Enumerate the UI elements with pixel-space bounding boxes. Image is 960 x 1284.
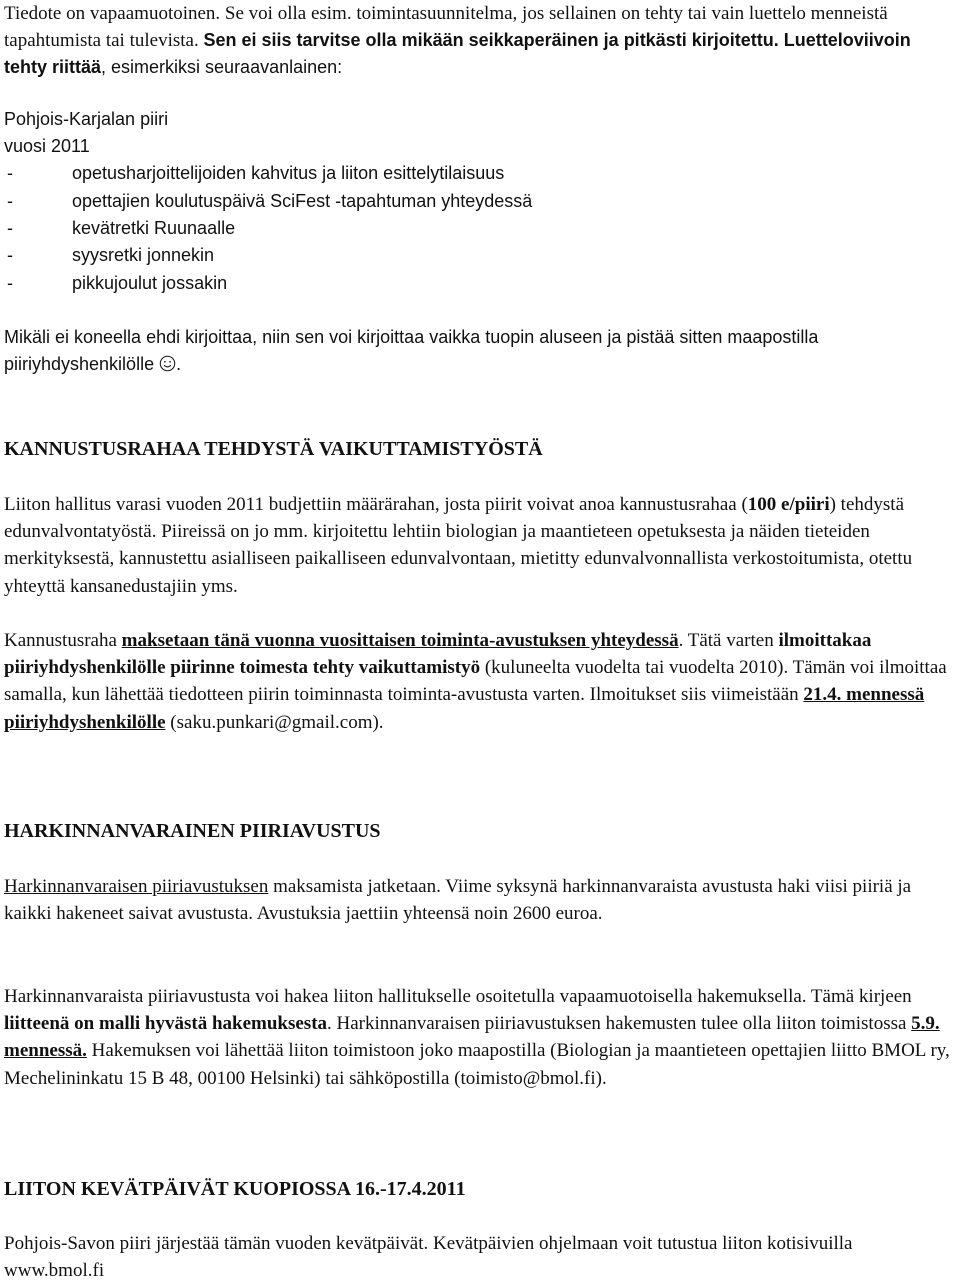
dash-bullet: - [7,272,13,293]
example-note-end: . [176,354,182,375]
list-item-text: opetusharjoittelijoiden kahvitus ja liiton esittelytilaisuus [72,163,505,184]
section1-deadline: 21.4. mennessä piiriyhdyshenkilölle [4,684,925,733]
example-note [4,324,954,378]
intro-text-end: , esimerkiksi seuraavanlainen: [101,57,343,78]
list-item-text: pikkujoulut jossakin [72,272,228,293]
dash-bullet: - [7,190,13,211]
list-item-text: opettajien koulutuspäivä SciFest -tapahtuman yhteydessä [72,190,533,211]
section2-p2-text-3: Hakemuksen voi lähettää liiton toimistoon joko maapostilla (Biologian ja maantieteen opettajien liitto BMOL ry, Mechelininkatu 15 B 48, 00100 Helsinki) tai sähköpostilla (toimisto@bmol.fi). [4,1040,950,1089]
section3-paragraph [4,1230,954,1284]
dash-bullet: - [7,245,13,266]
section2-paragraph-2 [4,983,954,1092]
list-item [4,242,954,269]
list-item [4,160,954,187]
section2-attachment: liitteenä on malli hyvästä hakemuksesta [4,1013,328,1035]
list-item [4,188,954,215]
section1-paragraph-1 [4,491,954,600]
section2-lead: Harkinnanvaraisen piiriavustuksen [4,876,269,897]
section-heading-kevatpaivat: LIITON KEVÄTPÄIVÄT KUOPIOSSA 16.-17.4.2011 [4,1178,466,1200]
intro-emphasis: Sen ei siis tarvitse olla mikään seikkaperäinen ja pitkästi kirjoitettu. [203,30,779,51]
section-heading-piiriavustus: HARKINNANVARAINEN PIIRIAVUSTUS [4,820,381,842]
section2-p2-text: Harkinnanvaraista piiriavustusta voi hakea liiton hallitukselle osoitetulla vapaamuotoisella hakemuksella. Tämä kirjeen [4,986,912,1007]
section1-text: Liiton hallitus varasi vuoden 2011 budjettiin määrärahan, josta piirit voivat anoa kannustusrahaa ( [4,494,748,515]
section1-p2-text: Kannustusraha [4,630,122,651]
section2-deadline: 5.9. mennessä. [4,1013,940,1062]
section1-p2-bold: ilmoittakaa piiriyhdyshenkilölle piirinne toimesta tehty vaikuttamistyö [4,630,872,679]
intro-emphasis-list: Luetteloviivoin tehty riittää [4,30,911,78]
example-note-text: Mikäli ei koneella ehdi kirjoittaa, niin sen voi kirjoittaa vaikka tuopin aluseen ja pistää sitten maapostilla piiriyhdyshenkilölle [4,326,819,375]
section1-text-cont: ) tehdystä edunvalvontatyöstä. Piireissä on jo mm. kirjoitettu lehtiin biologian ja maantieteen opetuksesta ja näiden tieteiden merkityksestä, kannustettu asialliseen paikalliseen edunvalvontaan, mietitty edunvalvonnallista verkostoitumista, otettu yhteyttä kansanedustajiin yms. [4,494,913,597]
section2-paragraph-1 [4,873,958,927]
section1-p2-emphasis: maksetaan tänä vuonna vuosittaisen toiminta-avustuksen yhteydessä [121,630,679,651]
dash-bullet: - [7,163,13,184]
section-heading-kannustusraha: KANNUSTUSRAHAA TEHDYSTÄ VAIKUTTAMISTYÖSTÄ [4,438,543,460]
example-district: Pohjois-Karjalan piiri [4,109,169,129]
intro-paragraph [4,0,954,82]
section1-paragraph-2 [4,627,954,736]
section1-p2-text-2: . Tätä varten [678,630,779,651]
section2-p2-text-2: . Harkinnanvaraisen piiriavustuksen hakemusten tulee olla liiton toimistossa [327,1013,912,1035]
list-item [4,215,954,242]
intro-text: Tiedote on vapaamuotoinen. Se voi olla esim. toimintasuunnitelma, jos sellainen on tehty tai vain luettelo menneistä tapahtumista tai tulevista. [4,3,888,52]
example-block [4,106,954,378]
section1-p2-text-3: (kuluneelta vuodelta tai vuodelta 2010). Tämän voi ilmoittaa samalla, kun lähettää tiedotteen piirin toiminnasta toiminta-avustusta varten. Ilmoitukset siis viimeistään [4,657,947,706]
list-item [4,270,954,297]
example-list [4,160,954,296]
list-item-text: kevätretki Ruunaalle [72,218,236,238]
section1-p2-email: (saku.punkari@gmail.com). [165,711,384,733]
section2-text: maksamista jatketaan. Viime syksynä harkinnanvaraista avustusta haki viisi piiriä ja kaikki hakeneet saivat avustusta. Avustuksia jaettiin yhteensä noin 2600 euroa. [4,876,912,925]
smiley-icon [159,355,176,372]
section3-text: Pohjois-Savon piiri järjestää tämän vuoden kevätpäivät. Kevätpäivien ohjelmaan voit tutustua liiton kotisivuilla www.bmol.fi [4,1233,853,1282]
section1-amount: 100 e/piiri [747,494,830,515]
dash-bullet: - [7,218,13,238]
list-item-text: syysretki jonnekin [72,245,215,266]
example-year: vuosi 2011 [4,136,90,157]
